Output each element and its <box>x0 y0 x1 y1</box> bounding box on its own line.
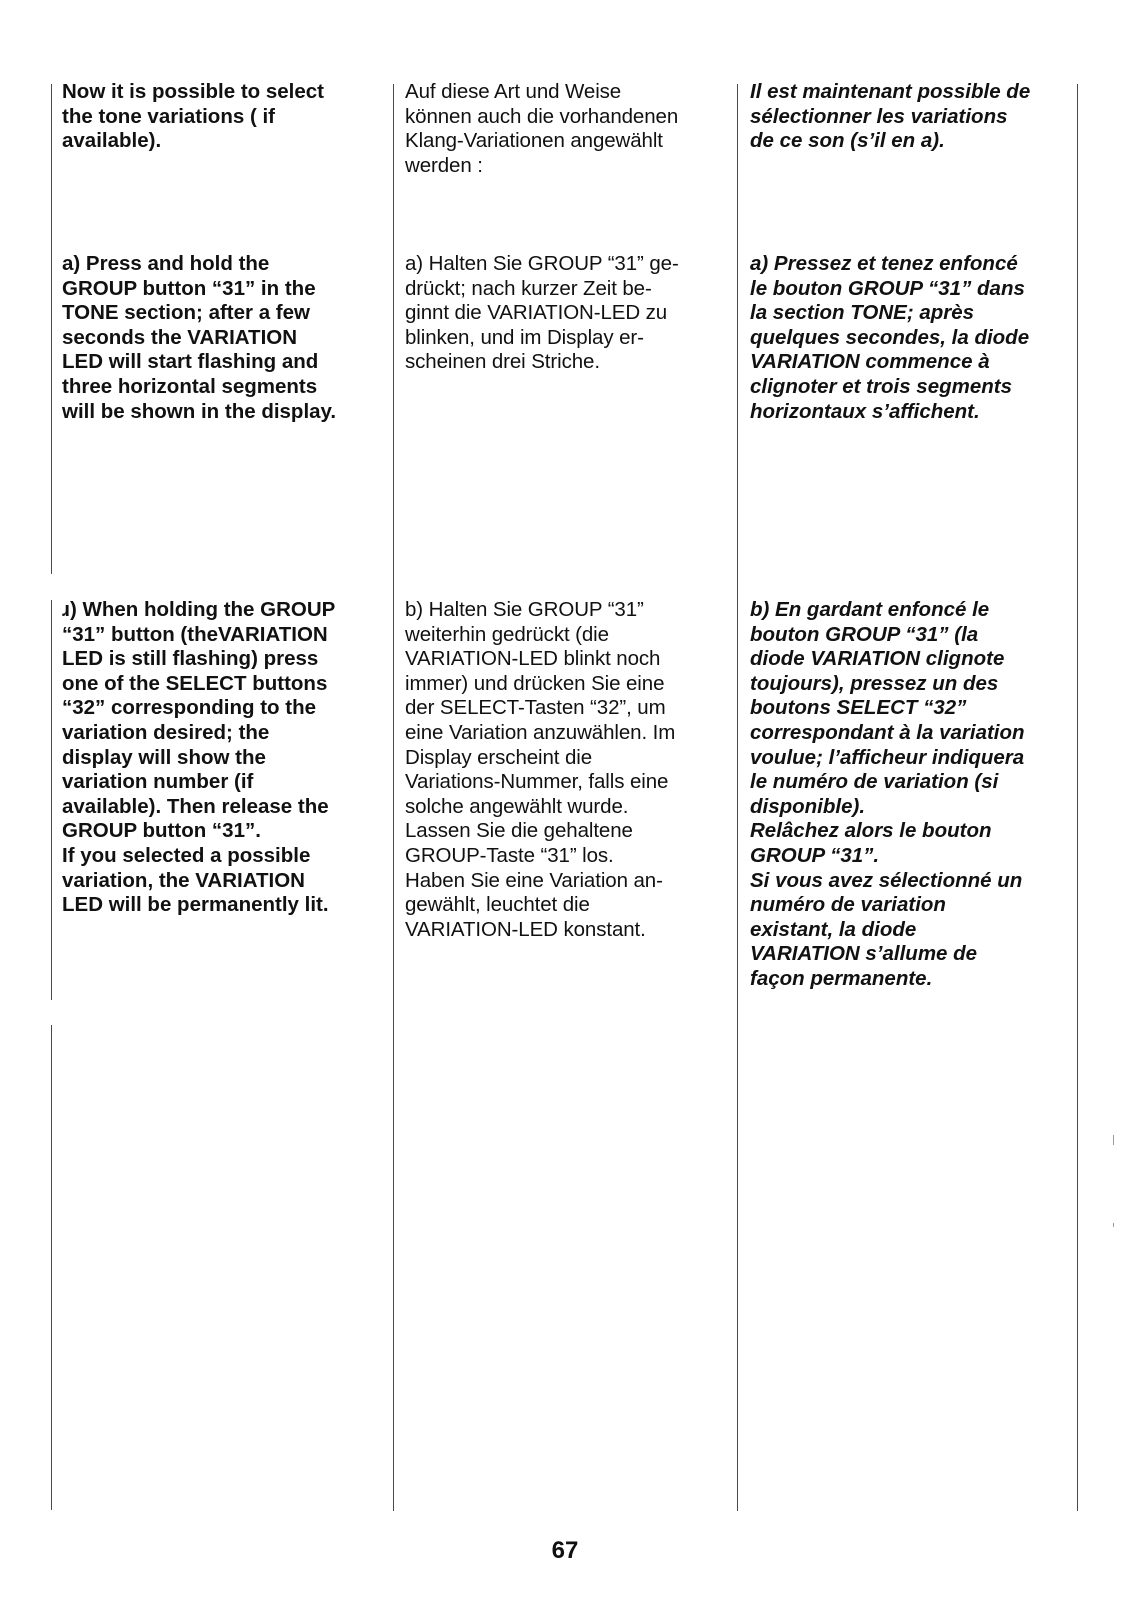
german-intro: Auf diese Art und Weise können auch die vorhandenen Klang-Variationen angewählt werden : <box>405 80 679 177</box>
german-step-b: b) Halten Sie GROUP “31” weiterhin gedrückt (die VARIATION-LED blinkt noch immer) und drücken Sie eine der SELECT-Tasten “32”, um eine Variation anzuwählen. Im Display erscheint die Variations-Nummer, falls eine solche angewählt wurde. Lassen Sie die gehaltene GROUP-Taste “31” los. Haben Sie eine Variation an- gewählt, leuchtet die VARIATION-LED konstant. <box>405 598 676 941</box>
page-number: 67 <box>551 1537 579 1564</box>
column-divider-1 <box>393 84 394 1511</box>
french-intro: Il est maintenant possible de sélectionner les variations de ce son (s’il en a). <box>750 80 1031 153</box>
german-step-a: a) Halten Sie GROUP “31” ge- drückt; nach kurzer Zeit be- ginnt die VARIATION-LED zu blinken, und im Display er- scheinen drei Striche. <box>405 252 679 374</box>
french-step-b: b) En gardant enfoncé le bouton GROUP “31” (la diode VARIATION clignote toujours), pressez un des boutons SELECT “32” correspondant à la variation voulue; l’afficheur indiquera le numéro de variation (si disponible). Relâchez alors le bouton GROUP “31”. Si vous avez sélectionné un numéro de variation existant, la diode VARIATION s’allume de façon permanente. <box>750 598 1025 990</box>
left-margin-rule-lower <box>51 600 52 1000</box>
french-step-a: a) Pressez et tenez enfoncé le bouton GROUP “31” dans la section TONE; après quelques secondes, la diode VARIATION commence à clignoter et trois segments horizontaux s’affichent. <box>750 252 1030 423</box>
scan-speck <box>1113 1223 1114 1227</box>
scan-speck <box>1113 1135 1114 1145</box>
english-step-b: ɹ) When holding the GROUP “31” button (theVARIATION LED is still flashing) press one of the SELECT buttons “32” corresponding to the variation desired; the display will show the variation number (if available). Then release the GROUP button “31”. If you selected a possible variation, the VARIATION LED will be permanently lit. <box>62 598 336 917</box>
english-intro: Now it is possible to select the tone variations ( if available). <box>62 80 325 153</box>
english-step-a: a) Press and hold the GROUP button “31” in the TONE section; after a few seconds the VARIATION LED will start flashing and three horizontal segments will be shown in the display. <box>62 252 337 423</box>
column-divider-2 <box>737 84 738 1511</box>
left-margin-rule <box>51 84 52 574</box>
left-margin-rule-bottom <box>51 1025 52 1510</box>
